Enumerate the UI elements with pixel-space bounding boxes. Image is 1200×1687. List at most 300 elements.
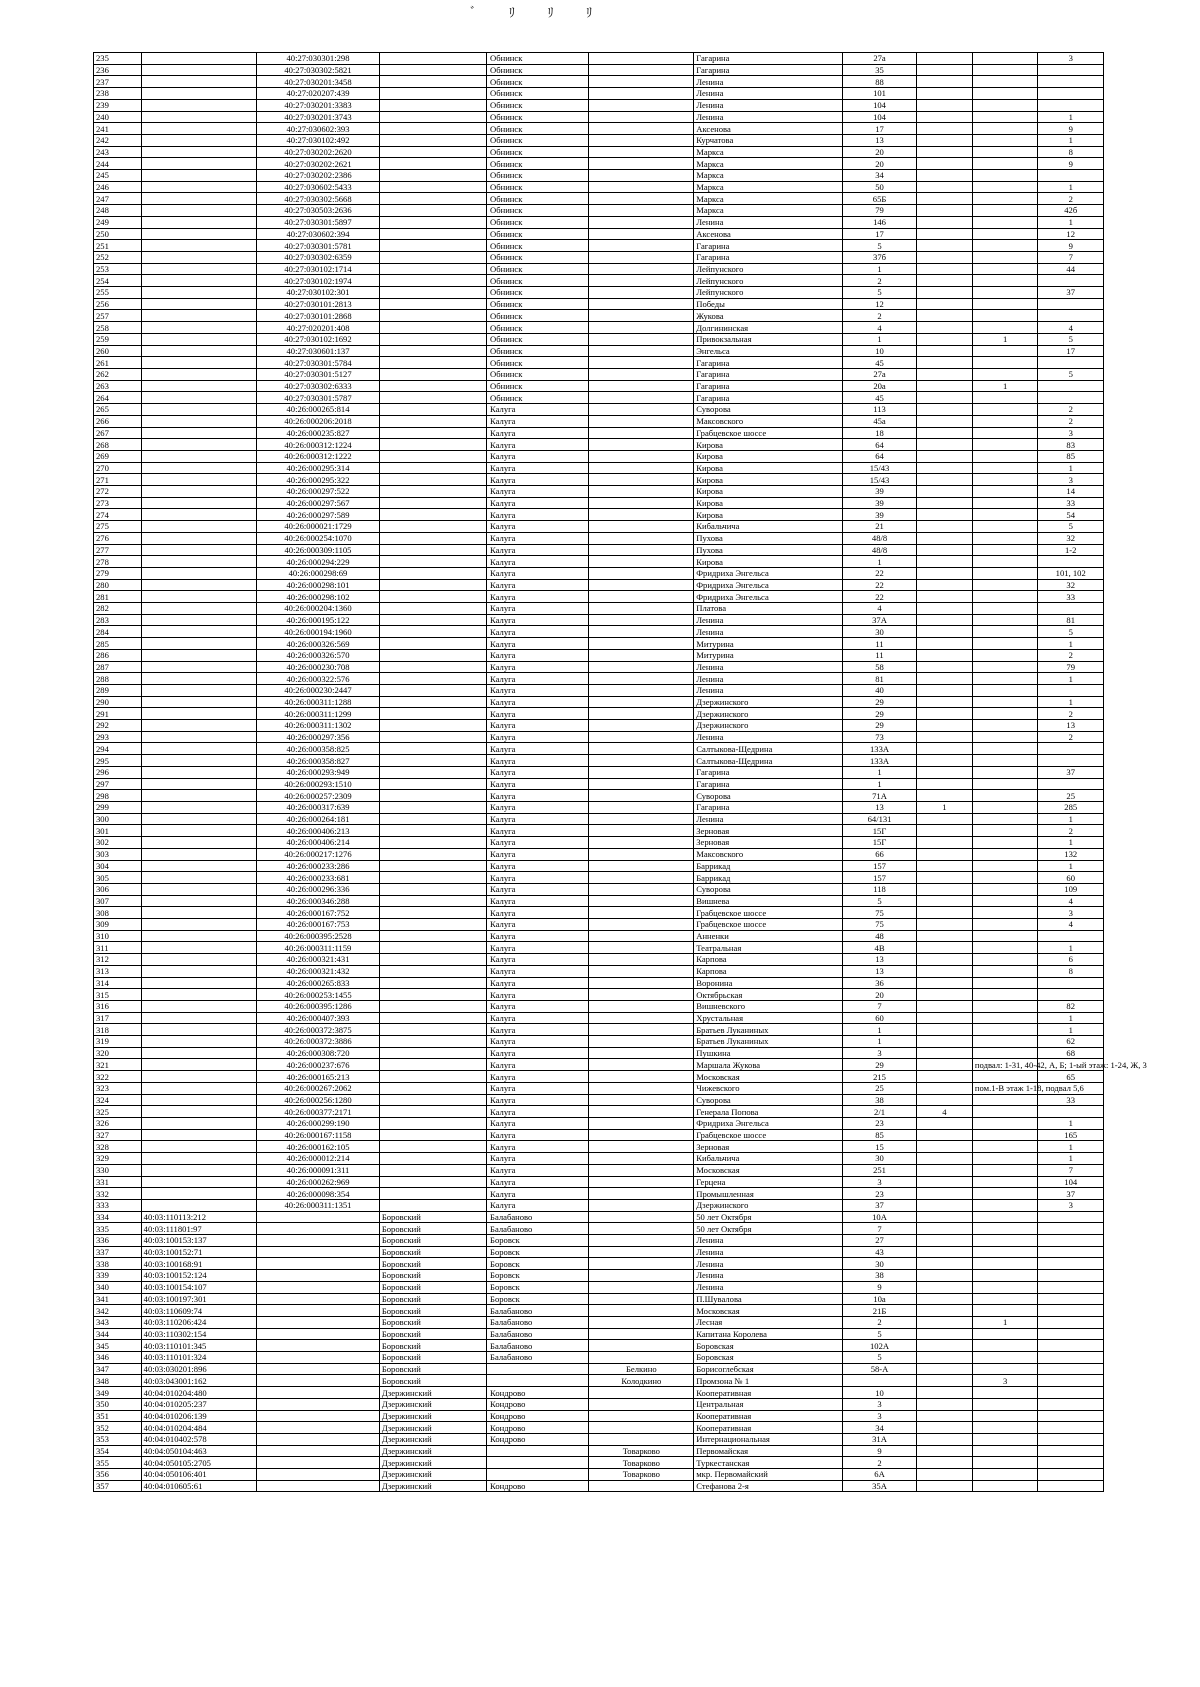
cadastral-number-a-cell: 40:03:100152:71 (141, 1246, 257, 1258)
cadastral-number-b-cell: 40:26:000297:522 (257, 486, 380, 498)
village-cell (589, 1316, 694, 1328)
street-cell: Фридриха Энгельса (694, 1117, 843, 1129)
table-row (94, 837, 1104, 849)
cadastral-number-b-cell: 40:27:030302:6333 (257, 380, 380, 392)
village-cell (589, 1047, 694, 1059)
premises-number-cell (1038, 989, 1104, 1001)
premises-number-cell: 79 (1038, 661, 1104, 673)
premises-number-cell (1038, 275, 1104, 287)
table-row (94, 357, 1104, 369)
street-cell: Московская (694, 1164, 843, 1176)
building-cell (916, 64, 972, 76)
row-number-cell: 292 (94, 720, 142, 732)
cadastral-number-a-cell (141, 462, 257, 474)
row-number-cell: 349 (94, 1387, 142, 1399)
house-number-cell: 65Б (843, 193, 917, 205)
row-number-cell: 347 (94, 1363, 142, 1375)
village-cell (589, 1012, 694, 1024)
settlement-cell: Калуга (487, 486, 589, 498)
table-row (94, 1398, 1104, 1410)
table-row (94, 1153, 1104, 1165)
village-cell (589, 404, 694, 416)
district-cell (379, 1036, 486, 1048)
district-cell (379, 322, 486, 334)
settlement-cell: Кондрово (487, 1422, 589, 1434)
village-cell (589, 111, 694, 123)
row-number-cell: 245 (94, 170, 142, 182)
district-cell (379, 556, 486, 568)
cadastral-number-a-cell (141, 1071, 257, 1083)
row-number-cell: 321 (94, 1059, 142, 1071)
cadastral-number-a-cell: 40:03:100197:301 (141, 1293, 257, 1305)
table-row (94, 743, 1104, 755)
house-number-cell: 88 (843, 76, 917, 88)
row-number-cell: 335 (94, 1223, 142, 1235)
row-number-cell: 298 (94, 790, 142, 802)
cadastral-number-a-cell (141, 333, 257, 345)
district-cell (379, 965, 486, 977)
settlement-cell: Обнинск (487, 275, 589, 287)
house-number-cell: 2 (843, 1457, 917, 1469)
district-cell: Боровский (379, 1258, 486, 1270)
district-cell (379, 263, 486, 275)
street-cell: Дзержинского (694, 696, 843, 708)
table-row (94, 497, 1104, 509)
building-cell (916, 755, 972, 767)
village-cell (589, 1352, 694, 1364)
district-cell (379, 357, 486, 369)
table-row (94, 1082, 1104, 1094)
unit-extra-cell (972, 1398, 1038, 1410)
table-row (94, 802, 1104, 814)
house-number-cell: 3 (843, 1398, 917, 1410)
building-cell (916, 322, 972, 334)
cadastral-number-b-cell (257, 1246, 380, 1258)
cadastral-number-a-cell (141, 989, 257, 1001)
village-cell (589, 1071, 694, 1083)
settlement-cell: Боровск (487, 1258, 589, 1270)
premises-number-cell: 85 (1038, 450, 1104, 462)
street-cell: Кооперативная (694, 1387, 843, 1399)
unit-extra-cell (972, 193, 1038, 205)
village-cell (589, 790, 694, 802)
table-row (94, 64, 1104, 76)
building-cell (916, 860, 972, 872)
district-cell (379, 977, 486, 989)
row-number-cell: 280 (94, 579, 142, 591)
row-number-cell: 288 (94, 673, 142, 685)
district-cell (379, 790, 486, 802)
settlement-cell: Обнинск (487, 298, 589, 310)
settlement-cell: Калуга (487, 415, 589, 427)
village-cell (589, 731, 694, 743)
building-cell (916, 1188, 972, 1200)
table-row (94, 158, 1104, 170)
street-cell: Лейпунского (694, 263, 843, 275)
settlement-cell (487, 1469, 589, 1481)
table-row (94, 1012, 1104, 1024)
unit-extra-cell (972, 825, 1038, 837)
district-cell (379, 919, 486, 931)
unit-extra-cell (972, 99, 1038, 111)
settlement-cell: Обнинск (487, 380, 589, 392)
house-number-cell: 37б (843, 251, 917, 263)
unit-extra-cell (972, 1340, 1038, 1352)
district-cell (379, 450, 486, 462)
unit-extra-cell (972, 76, 1038, 88)
cadastral-number-b-cell: 40:27:030202:2621 (257, 158, 380, 170)
village-cell (589, 766, 694, 778)
cadastral-number-a-cell: 40:03:110302:154 (141, 1328, 257, 1340)
premises-number-cell: 8 (1038, 146, 1104, 158)
table-row (94, 228, 1104, 240)
village-cell (589, 603, 694, 615)
row-number-cell: 352 (94, 1422, 142, 1434)
table-row (94, 989, 1104, 1001)
village-cell (589, 883, 694, 895)
house-number-cell: 4В (843, 942, 917, 954)
premises-number-cell (1038, 1258, 1104, 1270)
house-number-cell: 39 (843, 486, 917, 498)
building-cell (916, 486, 972, 498)
district-cell (379, 848, 486, 860)
street-cell: Ленина (694, 684, 843, 696)
street-cell: Ленина (694, 626, 843, 638)
cadastral-number-b-cell: 40:26:000217:1276 (257, 848, 380, 860)
street-cell: Грабцевское шоссе (694, 427, 843, 439)
house-number-cell: 1 (843, 556, 917, 568)
cadastral-number-b-cell (257, 1258, 380, 1270)
unit-extra-cell (972, 509, 1038, 521)
building-cell (916, 673, 972, 685)
village-cell (589, 345, 694, 357)
row-number-cell: 285 (94, 638, 142, 650)
row-number-cell: 277 (94, 544, 142, 556)
cadastral-number-b-cell: 40:26:000395:2528 (257, 930, 380, 942)
building-cell (916, 1363, 972, 1375)
village-cell (589, 263, 694, 275)
premises-number-cell: 1 (1038, 813, 1104, 825)
unit-extra-cell: подвал: 1-31, 40-42, А, Б; 1-ый этаж: 1-24, Ж, 3 (972, 1059, 1038, 1071)
unit-extra-cell (972, 1293, 1038, 1305)
row-number-cell: 331 (94, 1176, 142, 1188)
building-cell (916, 872, 972, 884)
district-cell (379, 907, 486, 919)
street-cell: Гагарина (694, 251, 843, 263)
village-cell (589, 181, 694, 193)
settlement-cell: Калуга (487, 1059, 589, 1071)
table-row (94, 263, 1104, 275)
settlement-cell: Калуга (487, 603, 589, 615)
district-cell (379, 1071, 486, 1083)
building-cell (916, 1305, 972, 1317)
district-cell (379, 708, 486, 720)
cadastral-number-a-cell: 40:03:100154:107 (141, 1281, 257, 1293)
street-cell: Фридриха Энгельса (694, 591, 843, 603)
row-number-cell: 312 (94, 954, 142, 966)
building-cell (916, 603, 972, 615)
row-number-cell: 258 (94, 322, 142, 334)
cadastral-number-b-cell (257, 1410, 380, 1422)
settlement-cell: Калуга (487, 567, 589, 579)
unit-extra-cell (972, 1199, 1038, 1211)
cadastral-number-a-cell (141, 251, 257, 263)
settlement-cell: Калуга (487, 919, 589, 931)
house-number-cell: 39 (843, 497, 917, 509)
table-row (94, 181, 1104, 193)
cadastral-number-a-cell (141, 111, 257, 123)
house-number-cell: 37А (843, 614, 917, 626)
building-cell (916, 532, 972, 544)
village-cell (589, 673, 694, 685)
table-row (94, 626, 1104, 638)
building-cell (916, 53, 972, 65)
property-register-table (93, 52, 1147, 1492)
settlement-cell: Калуга (487, 825, 589, 837)
cadastral-number-a-cell (141, 497, 257, 509)
row-number-cell: 249 (94, 216, 142, 228)
district-cell (379, 802, 486, 814)
cadastral-number-b-cell: 40:26:000162:105 (257, 1141, 380, 1153)
row-number-cell: 345 (94, 1340, 142, 1352)
street-cell: Карпова (694, 965, 843, 977)
building-cell (916, 427, 972, 439)
cadastral-number-b-cell: 40:26:000167:752 (257, 907, 380, 919)
row-number-cell: 270 (94, 462, 142, 474)
unit-extra-cell (972, 579, 1038, 591)
table-row (94, 977, 1104, 989)
unit-extra-cell (972, 649, 1038, 661)
house-number-cell: 34 (843, 1422, 917, 1434)
table-row (94, 333, 1104, 345)
district-cell (379, 731, 486, 743)
cadastral-number-a-cell (141, 603, 257, 615)
house-number-cell: 251 (843, 1164, 917, 1176)
table-row (94, 1305, 1104, 1317)
premises-number-cell (1038, 603, 1104, 615)
street-cell: Салтыкова-Щедрина (694, 743, 843, 755)
unit-extra-cell (972, 626, 1038, 638)
settlement-cell: Балабаново (487, 1211, 589, 1223)
unit-extra-cell (972, 1223, 1038, 1235)
row-number-cell: 240 (94, 111, 142, 123)
street-cell: Промышленная (694, 1188, 843, 1200)
district-cell (379, 778, 486, 790)
row-number-cell: 266 (94, 415, 142, 427)
cadastral-number-b-cell (257, 1352, 380, 1364)
building-cell (916, 521, 972, 533)
unit-extra-cell (972, 731, 1038, 743)
district-cell (379, 1047, 486, 1059)
cadastral-number-a-cell (141, 532, 257, 544)
premises-number-cell: 33 (1038, 591, 1104, 603)
district-cell: Боровский (379, 1340, 486, 1352)
settlement-cell: Калуга (487, 1094, 589, 1106)
street-cell: Маркса (694, 193, 843, 205)
premises-number-cell: 1 (1038, 837, 1104, 849)
cadastral-number-b-cell: 40:27:030602:393 (257, 123, 380, 135)
settlement-cell: Калуга (487, 673, 589, 685)
district-cell (379, 181, 486, 193)
row-number-cell: 340 (94, 1281, 142, 1293)
table-row (94, 509, 1104, 521)
village-cell (589, 134, 694, 146)
unit-extra-cell (972, 486, 1038, 498)
unit-extra-cell (972, 170, 1038, 182)
cadastral-number-b-cell: 40:26:000298:102 (257, 591, 380, 603)
settlement-cell (487, 1445, 589, 1457)
cadastral-number-b-cell: 40:26:000312:1222 (257, 450, 380, 462)
row-number-cell: 338 (94, 1258, 142, 1270)
premises-number-cell (1038, 930, 1104, 942)
cadastral-number-b-cell: 40:26:000253:1455 (257, 989, 380, 1001)
street-cell: Вишневского (694, 1000, 843, 1012)
cadastral-number-a-cell (141, 345, 257, 357)
settlement-cell: Обнинск (487, 287, 589, 299)
house-number-cell: 27 (843, 1235, 917, 1247)
table-row (94, 1071, 1104, 1083)
settlement-cell: Обнинск (487, 123, 589, 135)
street-cell: Суворова (694, 790, 843, 802)
table-row (94, 790, 1104, 802)
building-cell (916, 696, 972, 708)
district-cell (379, 251, 486, 263)
building-cell (916, 193, 972, 205)
building-cell (916, 1375, 972, 1387)
village-cell (589, 170, 694, 182)
village-cell (589, 427, 694, 439)
district-cell (379, 123, 486, 135)
cadastral-number-a-cell (141, 778, 257, 790)
house-number-cell: 104 (843, 111, 917, 123)
cadastral-number-b-cell: 40:26:000322:576 (257, 673, 380, 685)
row-number-cell: 279 (94, 567, 142, 579)
row-number-cell: 314 (94, 977, 142, 989)
premises-number-cell (1038, 1281, 1104, 1293)
table-row (94, 1433, 1104, 1445)
village-cell (589, 1223, 694, 1235)
village-cell (589, 380, 694, 392)
table-row (94, 591, 1104, 603)
cadastral-number-a-cell (141, 287, 257, 299)
cadastral-number-b-cell: 40:26:000311:1299 (257, 708, 380, 720)
district-cell (379, 111, 486, 123)
settlement-cell: Обнинск (487, 99, 589, 111)
village-cell (589, 989, 694, 1001)
district-cell (379, 989, 486, 1001)
settlement-cell: Калуга (487, 930, 589, 942)
unit-extra-cell (972, 345, 1038, 357)
village-cell (589, 275, 694, 287)
unit-extra-cell (972, 872, 1038, 884)
unit-extra-cell (972, 1117, 1038, 1129)
house-number-cell: 36 (843, 977, 917, 989)
settlement-cell: Обнинск (487, 64, 589, 76)
street-cell: Карпова (694, 954, 843, 966)
cadastral-number-a-cell (141, 1153, 257, 1165)
unit-extra-cell (972, 954, 1038, 966)
house-number-cell: 15/43 (843, 474, 917, 486)
street-cell: Воронина (694, 977, 843, 989)
premises-number-cell (1038, 1340, 1104, 1352)
settlement-cell: Калуга (487, 556, 589, 568)
cadastral-number-a-cell: 40:04:010204:484 (141, 1422, 257, 1434)
table-row (94, 696, 1104, 708)
district-cell: Боровский (379, 1363, 486, 1375)
premises-number-cell: 54 (1038, 509, 1104, 521)
district-cell (379, 614, 486, 626)
row-number-cell: 346 (94, 1352, 142, 1364)
table-row (94, 76, 1104, 88)
premises-number-cell: 5 (1038, 626, 1104, 638)
street-cell: 50 лет Октября (694, 1223, 843, 1235)
village-cell (589, 942, 694, 954)
district-cell: Дзержинский (379, 1422, 486, 1434)
house-number-cell: 35 (843, 64, 917, 76)
house-number-cell: 29 (843, 1059, 917, 1071)
building-cell (916, 1012, 972, 1024)
cadastral-number-b-cell: 40:27:020207:439 (257, 88, 380, 100)
cadastral-number-b-cell: 40:27:030102:1692 (257, 333, 380, 345)
settlement-cell: Обнинск (487, 205, 589, 217)
village-cell (589, 216, 694, 228)
cadastral-number-a-cell (141, 521, 257, 533)
cadastral-number-b-cell: 40:26:000021:1729 (257, 521, 380, 533)
district-cell (379, 825, 486, 837)
row-number-cell: 297 (94, 778, 142, 790)
cadastral-number-b-cell (257, 1270, 380, 1282)
premises-number-cell: 81 (1038, 614, 1104, 626)
district-cell: Боровский (379, 1328, 486, 1340)
cadastral-number-b-cell: 40:26:000194:1960 (257, 626, 380, 638)
unit-extra-cell (972, 638, 1038, 650)
street-cell: Гагарина (694, 802, 843, 814)
table-row (94, 1199, 1104, 1211)
unit-extra-cell (972, 146, 1038, 158)
district-cell (379, 193, 486, 205)
building-cell (916, 146, 972, 158)
settlement-cell: Калуга (487, 649, 589, 661)
row-number-cell: 303 (94, 848, 142, 860)
district-cell (379, 766, 486, 778)
house-number-cell: 15 (843, 1141, 917, 1153)
unit-extra-cell (972, 1433, 1038, 1445)
building-cell (916, 743, 972, 755)
cadastral-number-b-cell (257, 1211, 380, 1223)
village-cell (589, 532, 694, 544)
building-cell (916, 240, 972, 252)
premises-number-cell: 1 (1038, 673, 1104, 685)
street-cell: Гагарина (694, 64, 843, 76)
cadastral-number-a-cell (141, 474, 257, 486)
district-cell: Дзержинский (379, 1469, 486, 1481)
village-cell (589, 860, 694, 872)
unit-extra-cell (972, 368, 1038, 380)
table-row (94, 720, 1104, 732)
settlement-cell: Калуга (487, 462, 589, 474)
row-number-cell: 264 (94, 392, 142, 404)
table-row (94, 1117, 1104, 1129)
district-cell (379, 216, 486, 228)
unit-extra-cell (972, 251, 1038, 263)
building-cell (916, 1071, 972, 1083)
cadastral-number-a-cell (141, 907, 257, 919)
unit-extra-cell (972, 544, 1038, 556)
cadastral-number-b-cell: 40:26:000257:2309 (257, 790, 380, 802)
cadastral-number-b-cell (257, 1281, 380, 1293)
settlement-cell: Калуга (487, 860, 589, 872)
cadastral-number-b-cell: 40:26:000358:827 (257, 755, 380, 767)
